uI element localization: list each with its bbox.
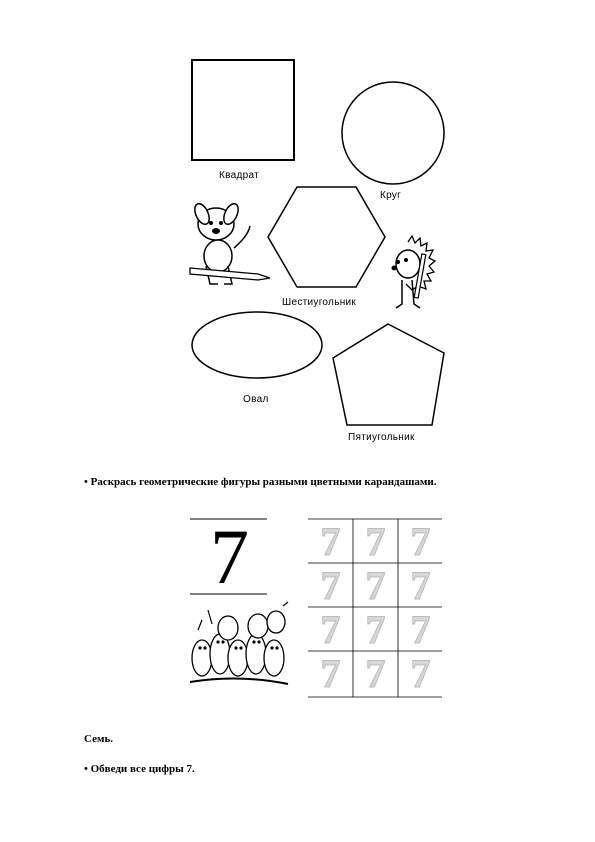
trace-digit-r1c1[interactable]: 7	[320, 518, 341, 564]
trace-digit-r1c2[interactable]: 7	[365, 518, 386, 564]
coloring-instruction: • Раскрась геометрические фигуры разными цветными карандашами.	[84, 476, 437, 488]
trace-digit-r3c1[interactable]: 7	[320, 606, 341, 652]
circle-label: Круг	[380, 190, 402, 201]
trace-digit-r2c2[interactable]: 7	[365, 562, 386, 608]
tracing-instruction: • Обведи все цифры 7.	[84, 763, 195, 775]
oval-label: Овал	[243, 394, 269, 405]
trace-digit-r1c3[interactable]: 7	[410, 518, 431, 564]
hexagon-label: Шестиугольник	[282, 297, 357, 308]
trace-digit-r2c3[interactable]: 7	[410, 562, 431, 608]
trace-digit-r3c2[interactable]: 7	[365, 606, 386, 652]
trace-digit-r4c3[interactable]: 7	[410, 650, 431, 696]
big-digit-seven: 7	[210, 513, 249, 600]
square-label: Квадрат	[219, 170, 260, 181]
trace-digit-r2c1[interactable]: 7	[320, 562, 341, 608]
trace-digit-r4c1[interactable]: 7	[320, 650, 341, 696]
trace-digit-r3c3[interactable]: 7	[410, 606, 431, 652]
number-caption: Семь.	[84, 733, 114, 745]
trace-digit-r4c2[interactable]: 7	[365, 650, 386, 696]
pentagon-label: Пятиугольник	[348, 432, 415, 443]
